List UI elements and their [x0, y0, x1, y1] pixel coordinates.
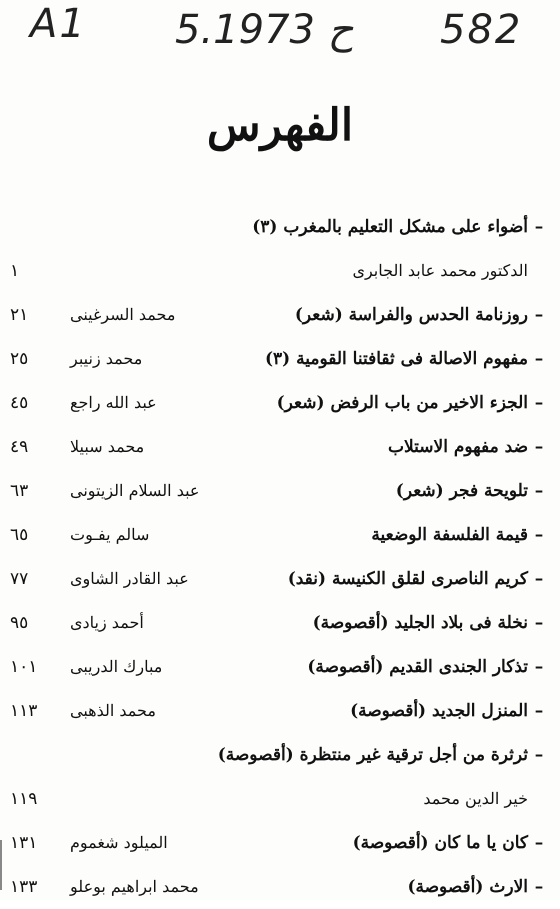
entry-title: ضد مفهوم الاستلاب: [388, 437, 528, 457]
entry-page-number: ٧٧: [10, 569, 29, 589]
entry-author: محمد ابراهيم بوعلو: [70, 877, 199, 896]
entry-author: عبد الله راجع: [70, 393, 157, 412]
entry-author: أحمد زيادى: [70, 613, 144, 632]
entry-author: مبارك الدريبى: [70, 657, 163, 676]
entry-author: الدكتور محمد عابد الجابرى: [352, 261, 528, 280]
toc-entry: [10, 337, 550, 381]
toc-entry: [10, 513, 550, 557]
scan-edge-mark: [0, 840, 2, 890]
entry-page-number: ١١٩: [10, 789, 38, 809]
entry-page-number: ٢١: [10, 305, 29, 325]
entry-page-number: ١٠١: [10, 657, 38, 677]
entry-page-number: ٤٩: [10, 437, 29, 457]
entry-title: قيمة الفلسفة الوضعية: [371, 525, 528, 545]
entry-title: تذكار الجندى القديم (أقصوصة): [307, 657, 528, 677]
toc-entry: [10, 689, 550, 733]
entry-bullet: –: [534, 393, 544, 413]
toc-entry: [10, 425, 550, 469]
entry-bullet: –: [534, 305, 544, 325]
entry-bullet: –: [534, 701, 544, 721]
entry-page-number: ١٣١: [10, 833, 38, 853]
entry-author: محمد زنيبر: [70, 349, 143, 368]
entry-author: خير الدين محمد: [423, 789, 528, 808]
entry-page-number: ٤٥: [10, 393, 29, 413]
index-heading: الفهرس: [206, 100, 354, 151]
entry-bullet: –: [534, 877, 544, 897]
entry-author: عبد القادر الشاوى: [70, 569, 189, 588]
entry-title: الارث (أقصوصة): [407, 877, 528, 897]
entry-title: كريم الناصرى لقلق الكنيسة (نقد): [287, 569, 528, 589]
entry-author: سالم يفـوت: [70, 525, 150, 544]
toc-entry: [10, 557, 550, 601]
entry-page-number: ١٣٣: [10, 877, 38, 897]
entry-page-number: ٦٥: [10, 525, 29, 545]
toc-entry: [10, 469, 550, 513]
toc-entry: [10, 205, 550, 293]
entry-author: محمد سبيلا: [70, 437, 145, 456]
handwritten-page-number: 582: [440, 7, 523, 53]
entry-page-number: ٢٥: [10, 349, 29, 369]
toc-entry: [10, 865, 550, 909]
entry-title: ثرثرة من أجل ترقية غير منتظرة (أقصوصة): [217, 745, 528, 765]
entry-bullet: –: [534, 569, 544, 589]
entry-title: روزنامة الحدس والفراسة (شعر): [294, 305, 528, 325]
toc-entry: [10, 645, 550, 689]
entry-title: نخلة فى بلاد الجليد (أقصوصة): [312, 613, 528, 633]
entry-title: المنزل الجديد (أقصوصة): [350, 701, 528, 721]
entry-bullet: –: [534, 745, 544, 765]
entry-bullet: –: [534, 349, 544, 369]
entry-author: محمد السرغينى: [70, 305, 176, 324]
handwritten-annotations: [0, 0, 560, 70]
entry-page-number: ١١٣: [10, 701, 38, 721]
toc-entry: [10, 381, 550, 425]
handwritten-code: A1: [30, 1, 87, 47]
entry-bullet: –: [534, 437, 544, 457]
entry-title: الجزء الاخير من باب الرفض (شعر): [276, 393, 528, 413]
entry-author: عبد السلام الزيتونى: [70, 481, 200, 500]
toc-entry: [10, 601, 550, 645]
entry-page-number: ٩٥: [10, 613, 29, 633]
entry-bullet: –: [534, 657, 544, 677]
entry-bullet: –: [534, 525, 544, 545]
entry-bullet: –: [534, 613, 544, 633]
entry-title: كان يا ما كان (أقصوصة): [352, 833, 528, 853]
handwritten-date: 5.ح 1973: [175, 7, 354, 53]
entry-title: تلويحة فجر (شعر): [395, 481, 528, 501]
entry-page-number: ٦٣: [10, 481, 29, 501]
table-of-contents: [10, 205, 550, 909]
entry-bullet: –: [534, 481, 544, 501]
toc-entry: [10, 821, 550, 865]
entry-title: أضواء على مشكل التعليم بالمغرب (٣): [252, 217, 528, 237]
entry-title: مفهوم الاصالة فى ثقافتنا القومية (٣): [264, 349, 528, 369]
toc-entry: [10, 733, 550, 821]
toc-entry: [10, 293, 550, 337]
entry-bullet: –: [534, 833, 544, 853]
entry-author: محمد الذهبى: [70, 701, 156, 720]
entry-author: الميلود شغموم: [70, 833, 168, 852]
entry-bullet: –: [534, 217, 544, 237]
entry-page-number: ١: [10, 261, 20, 281]
